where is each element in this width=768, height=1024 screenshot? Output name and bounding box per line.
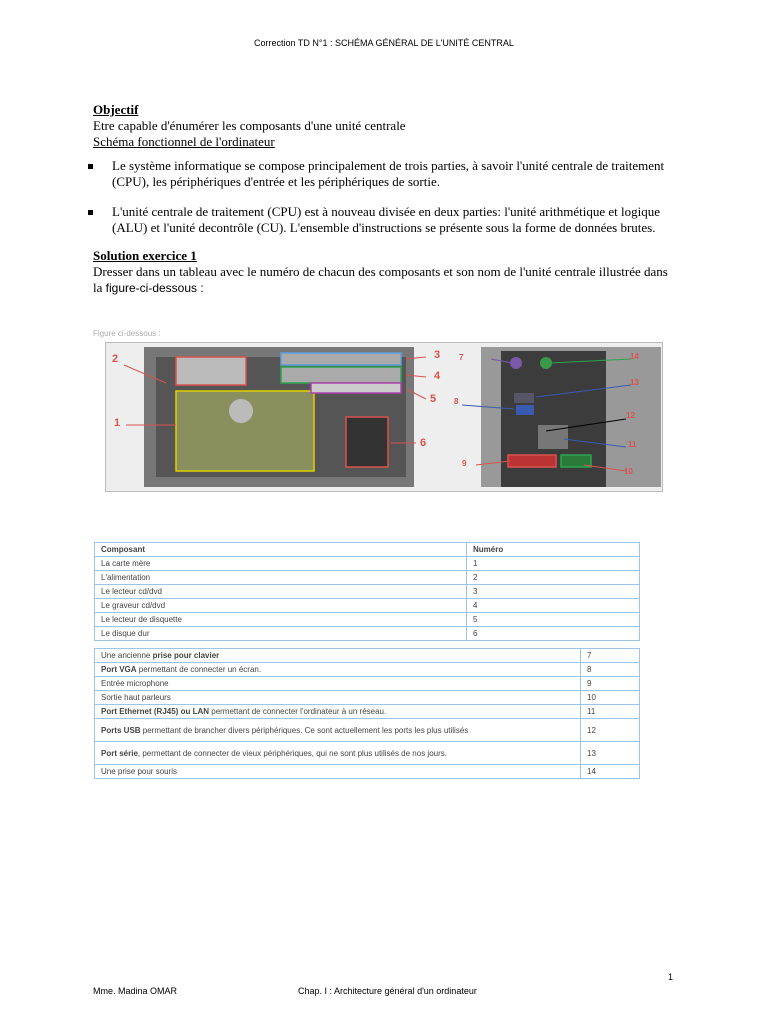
computer-case-image <box>106 343 662 491</box>
objective-text: Etre capable d'énumérer les composants d'une unité centrale <box>93 118 406 133</box>
table-row: Ports USB permettant de brancher divers périphériques. Ce sont actuellement les ports les plus utilisés 12 <box>95 719 640 742</box>
figure-label: 12 <box>626 411 635 420</box>
figure-label: 8 <box>454 397 459 406</box>
computer-figure <box>105 342 663 492</box>
table-row: Le lecteur de disquette 5 <box>95 613 640 627</box>
figure-caption: Figure ci-dessous : <box>93 329 161 338</box>
solution-text: Dresser dans un tableau avec le numéro de chacun des composants et son nom de l'unité centrale illustrée dans la figure-ci-dessous : <box>93 264 668 295</box>
figure-label: 10 <box>624 467 633 476</box>
footer-chapter: Chap. I : Architecture général d'un ordinateur <box>298 986 477 996</box>
bullet-marker <box>88 164 93 169</box>
table-row: Une ancienne prise pour clavier 7 <box>95 649 640 663</box>
figure-label: 2 <box>112 353 119 365</box>
ports-table <box>94 648 640 779</box>
figure-label: 1 <box>114 417 121 429</box>
schema-title: Schéma fonctionnel de l'ordinateur <box>93 134 275 149</box>
bullet-marker <box>88 210 93 215</box>
bullet-item: Le système informatique se compose principalement de trois parties, à savoir l'unité centrale de traitement (CPU), les périphériques d'entrée et les périphériques de sortie. <box>93 158 673 190</box>
table-header-cell: Composant <box>95 543 467 557</box>
page-number: 1 <box>667 972 673 982</box>
figure-label: 13 <box>630 378 639 387</box>
figure-label: 9 <box>462 459 467 468</box>
bullet-item: L'unité centrale de traitement (CPU) est à nouveau divisée en deux parties: l'unité arithmétique et logique (ALU) et l'unité decontrôle (CU). L'ensemble d'instructions se présente sous la forme de données brutes. <box>93 204 673 236</box>
figure-label: 14 <box>630 352 639 361</box>
page-header: Correction TD N°1 : SCHÉMA GÉNÉRAL DE L'UNITÉ CENTRAL <box>254 38 514 48</box>
figure-label: 4 <box>434 370 441 382</box>
figure-label: 3 <box>434 349 441 361</box>
table-row: Le lecteur cd/dvd 3 <box>95 585 640 599</box>
footer-author: Mme. Madina OMAR <box>93 986 178 996</box>
table-row: L'alimentation 2 <box>95 571 640 585</box>
figure-label: 11 <box>628 440 637 449</box>
table-row: Entrée microphone 9 <box>95 677 640 691</box>
table-row: Port série, permettant de connecter de vieux périphériques, qui ne sont plus utilisés de nos jours. 13 <box>95 742 640 765</box>
table-row: Sortie haut parleurs 10 <box>95 691 640 705</box>
objective-heading: Objectif <box>93 102 139 117</box>
table-row: La carte mère 1 <box>95 557 640 571</box>
figure-label: 7 <box>459 353 464 362</box>
bullet-list <box>93 158 673 236</box>
table-row: Le disque dur 6 <box>95 627 640 641</box>
table-header-cell: Numéro <box>467 543 640 557</box>
table-row: Port Ethernet (RJ45) ou LAN permettant de connecter l'ordinateur à un réseau. 11 <box>95 705 640 719</box>
table-row: Une prise pour souris 14 <box>95 765 640 779</box>
components-table <box>94 542 640 641</box>
table-row: Port VGA permettant de connecter un écran. 8 <box>95 663 640 677</box>
table-row: Le graveur cd/dvd 4 <box>95 599 640 613</box>
figure-label: 6 <box>420 437 427 449</box>
table-header-row <box>95 543 640 557</box>
solution-heading: Solution exercice 1 <box>93 248 197 263</box>
document-body <box>93 102 673 296</box>
figure-label: 5 <box>430 393 437 405</box>
